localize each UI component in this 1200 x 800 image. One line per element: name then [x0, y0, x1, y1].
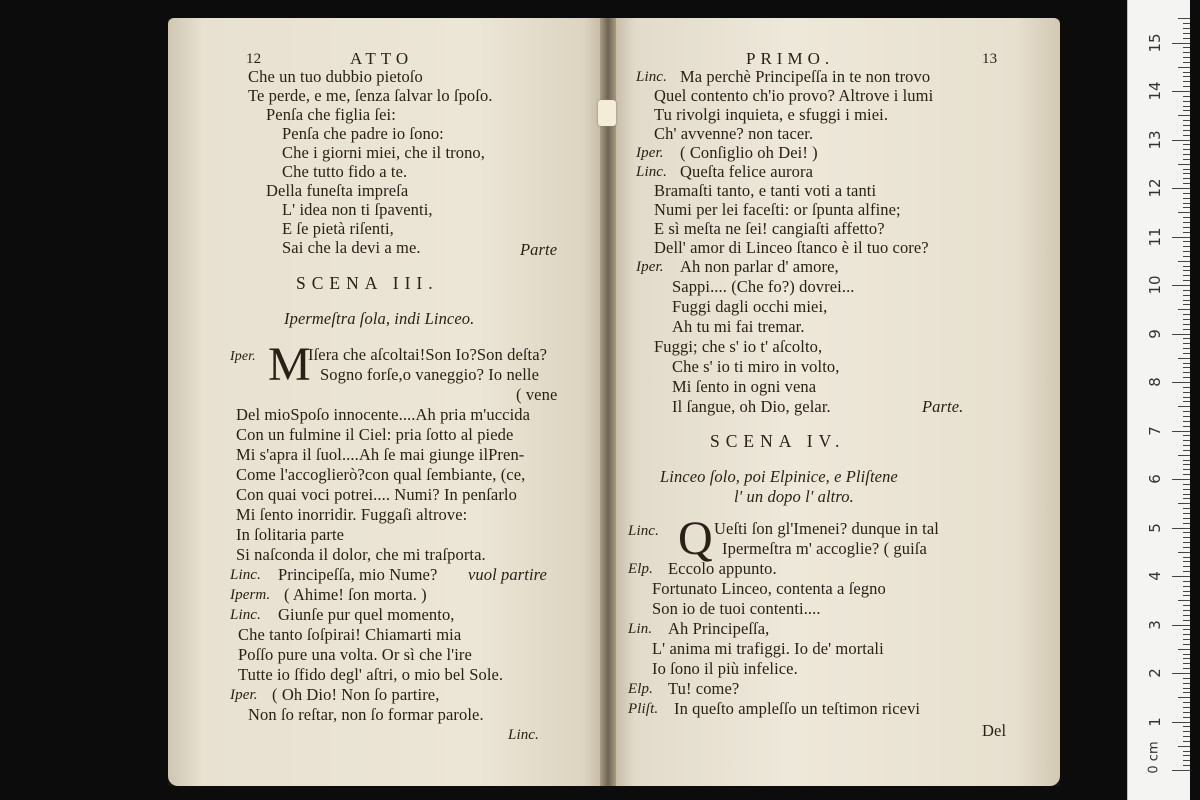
- drop-cap: Q: [678, 512, 713, 565]
- ruler-tick: [1183, 450, 1190, 451]
- scene-subtitle: Ipermeſtra ſola, indi Linceo.: [284, 309, 475, 328]
- ruler-tick: [1172, 770, 1190, 771]
- ruler-tick: [1183, 726, 1190, 727]
- ruler-tick: [1183, 173, 1190, 174]
- ruler-tick: [1183, 401, 1190, 402]
- ruler-tick: [1172, 140, 1190, 141]
- verse-line: Ipermeſtra m' accoglie? ( guiſa: [722, 539, 927, 558]
- ruler-tick: [1183, 149, 1190, 150]
- ruler-tick: [1178, 115, 1190, 116]
- verse-line: Penſa che padre io ſono:: [282, 124, 444, 143]
- verse-line: In ſolitaria parte: [236, 525, 345, 544]
- ruler-tick: [1183, 557, 1190, 558]
- ruler-tick: [1183, 702, 1190, 703]
- verse-line: Fuggi dagli occhi miei,: [672, 297, 828, 316]
- verse-line: Che tutto fido a te.: [282, 162, 408, 181]
- ruler-tick: [1183, 654, 1190, 655]
- ruler-tick: [1178, 503, 1190, 504]
- ruler-tick: [1183, 591, 1190, 592]
- verse-line: Sogno forſe,o vaneggio? Io nelle: [320, 365, 540, 384]
- ruler-tick: [1183, 251, 1190, 252]
- speaker-label: Elp.: [628, 561, 653, 577]
- verse-line: Son io de tuoi contenti....: [652, 599, 821, 618]
- speaker-label: Linc.: [230, 567, 261, 583]
- ruler-tick: [1183, 86, 1190, 87]
- ruler-tick: [1178, 164, 1190, 165]
- ruler-tick: [1183, 348, 1190, 349]
- left-page: [168, 18, 606, 786]
- ruler-tick: [1183, 445, 1190, 446]
- ruler-number: 9: [1146, 328, 1164, 339]
- speaker-label: Iperm.: [230, 587, 271, 603]
- book-gutter: [600, 18, 616, 786]
- ruler-tick: [1183, 314, 1190, 315]
- ruler-tick: [1183, 494, 1190, 495]
- ruler-tick: [1183, 343, 1190, 344]
- verse-line: Eccolo appunto.: [668, 559, 777, 578]
- ruler-tick: [1183, 751, 1190, 752]
- ruler-tick: [1183, 755, 1190, 756]
- ruler-tick: [1178, 261, 1190, 262]
- ruler-number: 7: [1146, 425, 1164, 436]
- verse-line: Con un fulmine il Ciel: pria ſotto al piede: [236, 425, 514, 444]
- running-head-right: PRIMO.: [746, 49, 835, 68]
- ruler-tick: [1183, 765, 1190, 766]
- ruler-tick: [1183, 464, 1190, 465]
- verse-line: Numi per lei faceſti: or ſpunta alfine;: [654, 200, 901, 219]
- ruler-tick: [1183, 741, 1190, 742]
- verse-line: Si naſconda il dolor, che mi traſporta.: [236, 545, 486, 564]
- ruler-tick: [1178, 309, 1190, 310]
- verse-line: E ſe pietà riſenti,: [282, 219, 394, 238]
- ruler-tick: [1178, 67, 1190, 68]
- ruler-tick: [1183, 678, 1190, 679]
- verse-line: L' idea non ti ſpaventi,: [282, 200, 433, 219]
- ruler-tick: [1183, 717, 1190, 718]
- ruler-number: 1: [1146, 716, 1164, 727]
- verse-line: Ah tu mi fai tremar.: [672, 317, 805, 336]
- scene-title: SCENA IV.: [710, 431, 846, 451]
- ruler-tick: [1183, 207, 1190, 208]
- verse-line: Del mioSpoſo innocente....Ah pria m'uccida: [236, 405, 531, 424]
- speaker-label: Linc.: [636, 69, 667, 85]
- ruler-tick: [1183, 692, 1190, 693]
- speaker-label: Lin.: [628, 621, 653, 637]
- ruler-tick: [1183, 416, 1190, 417]
- verse-line: Che un tuo dubbio pietoſo: [248, 67, 423, 86]
- verse-line: Della funeſta impreſa: [266, 181, 409, 200]
- ruler-tick: [1183, 363, 1190, 364]
- verse-line: Ch' avvenne? non tacer.: [654, 124, 814, 143]
- ruler-number: 10: [1146, 275, 1164, 295]
- ruler-tick: [1178, 406, 1190, 407]
- ruler-tick: [1183, 435, 1190, 436]
- measuring-ruler: [1127, 0, 1190, 800]
- ruler-tick: [1172, 576, 1190, 577]
- verse-line: Che s' io ti miro in volto,: [672, 357, 840, 376]
- ruler-tick: [1183, 246, 1190, 247]
- ruler-tick: [1172, 528, 1190, 529]
- verse-line: Il ſangue, oh Dio, gelar.: [672, 397, 831, 416]
- verse-line: Ma perchè Principeſſa in te non trovo: [680, 67, 931, 86]
- ruler-number: 11: [1146, 226, 1164, 247]
- verse-line: Ah non parlar d' amore,: [680, 257, 839, 276]
- ruler-tick: [1183, 135, 1190, 136]
- ruler-number: 4: [1146, 571, 1164, 581]
- ruler-tick: [1183, 644, 1190, 645]
- verse-line: Che i giorni miei, che il trono,: [282, 143, 485, 162]
- ruler-tick: [1172, 722, 1190, 723]
- verse-line: Tu! come?: [668, 679, 740, 698]
- ruler-tick: [1183, 33, 1190, 34]
- ruler-tick: [1183, 62, 1190, 63]
- ruler-tick: [1172, 625, 1190, 626]
- speaker-label: Iper.: [230, 349, 256, 364]
- binding-tab: [598, 100, 616, 126]
- ruler-tick: [1178, 697, 1190, 698]
- ruler-tick: [1183, 523, 1190, 524]
- speaker-label: Linc.: [230, 607, 261, 623]
- ruler-tick: [1183, 392, 1190, 393]
- ruler-tick: [1183, 47, 1190, 48]
- ruler-number: 2: [1146, 668, 1164, 678]
- ruler-tick: [1183, 561, 1190, 562]
- ruler-tick: [1183, 760, 1190, 761]
- speaker-label: Iper.: [636, 259, 664, 275]
- verse-line: Tu rivolgi inquieta, e sfuggi i miei.: [654, 105, 889, 124]
- ruler-tick: [1183, 110, 1190, 111]
- ruler-tick: [1183, 144, 1190, 145]
- verse-line: Te perde, e me, ſenza ſalvar lo ſpoſo.: [248, 86, 493, 105]
- ruler-tick: [1178, 746, 1190, 747]
- ruler-number: 3: [1146, 619, 1164, 630]
- ruler-tick: [1172, 188, 1190, 189]
- ruler-tick: [1183, 52, 1190, 53]
- ruler-tick: [1178, 18, 1190, 19]
- verse-line: In queſto ampleſſo un teſtimon ricevi: [674, 699, 921, 718]
- catchword: Linc.: [508, 727, 539, 743]
- verse-line: ( vene: [516, 385, 558, 404]
- ruler-tick: [1183, 304, 1190, 305]
- ruler-tick: [1183, 353, 1190, 354]
- verse-line: E sì meſta ne ſei! cangiaſti affetto?: [654, 219, 885, 238]
- verse-line: Dell' amor di Linceo ſtanco è il tuo core?: [654, 238, 929, 257]
- ruler-tick: [1183, 460, 1190, 461]
- ruler-tick: [1183, 183, 1190, 184]
- ruler-tick: [1172, 237, 1190, 238]
- verse-line: Queſta felice aurora: [680, 162, 814, 181]
- scene-subtitle: Linceo ſolo, poi Elpinice, e Pliſtene: [660, 467, 898, 486]
- ruler-tick: [1178, 649, 1190, 650]
- ruler-tick: [1183, 367, 1190, 368]
- ruler-tick: [1183, 295, 1190, 296]
- verse-line: Fortunato Linceo, contenta a ſegno: [652, 579, 886, 598]
- ruler-number: 13: [1146, 129, 1164, 150]
- exit-marker: Parte.: [922, 397, 964, 416]
- page-number-right: 13: [982, 51, 998, 67]
- open-book: [168, 18, 1060, 786]
- verse-line: Sappi.... (Che fo?) dovrei...: [672, 277, 855, 296]
- ruler-tick: [1183, 280, 1190, 281]
- ruler-number: 14: [1146, 81, 1164, 101]
- ruler-tick: [1183, 106, 1190, 107]
- ruler-tick: [1183, 498, 1190, 499]
- verse-line: Iſera che aſcoltai!Son Io?Son deſta?: [308, 345, 548, 364]
- ruler-tick: [1183, 508, 1190, 509]
- speaker-label: Linc.: [636, 164, 667, 180]
- ruler-tick: [1183, 615, 1190, 616]
- ruler-tick: [1183, 120, 1190, 121]
- ruler-tick: [1183, 639, 1190, 640]
- verse-line: Mi ſento in ogni vena: [672, 377, 817, 396]
- ruler-tick: [1183, 227, 1190, 228]
- ruler-tick: [1183, 57, 1190, 58]
- ruler-tick: [1178, 212, 1190, 213]
- verse-line: Bramaſti tanto, e tanti voti a tanti: [654, 181, 877, 200]
- ruler-tick: [1183, 76, 1190, 77]
- ruler-tick: [1172, 285, 1190, 286]
- ruler-tick: [1183, 372, 1190, 373]
- verse-line: ( Conſiglio oh Dei! ): [680, 143, 818, 162]
- ruler-number: 8: [1146, 377, 1164, 387]
- verse-line: Principeſſa, mio Nume?: [278, 565, 438, 584]
- ruler-tick: [1183, 411, 1190, 412]
- ruler-tick: [1183, 566, 1190, 567]
- ruler-tick: [1183, 484, 1190, 485]
- speaker-label: Pliſt.: [628, 701, 659, 717]
- ruler-tick: [1183, 387, 1190, 388]
- ruler-tick: [1183, 72, 1190, 73]
- ruler-tick: [1183, 688, 1190, 689]
- ruler-tick: [1172, 431, 1190, 432]
- ruler-tick: [1183, 707, 1190, 708]
- ruler-tick: [1183, 300, 1190, 301]
- running-head-left: ATTO: [350, 49, 414, 68]
- verse-line: Giunſe pur quel momento,: [278, 605, 455, 624]
- ruler-tick: [1183, 421, 1190, 422]
- ruler-tick: [1183, 542, 1190, 543]
- ruler-tick: [1172, 479, 1190, 480]
- ruler-number: 6: [1146, 474, 1164, 484]
- verse-line: Tutte io ſfido degl' aſtri, o mio bel Sole.: [238, 665, 504, 684]
- ruler-tick: [1183, 324, 1190, 325]
- ruler-tick: [1183, 338, 1190, 339]
- speaker-label: Linc.: [628, 523, 659, 539]
- ruler-tick: [1172, 673, 1190, 674]
- verse-line: ( Oh Dio! Non ſo partire,: [272, 685, 440, 704]
- ruler-tick: [1183, 532, 1190, 533]
- verse-line: Penſa che figlia ſei:: [266, 105, 396, 124]
- page-number-left: 12: [246, 51, 262, 67]
- ruler-tick: [1183, 275, 1190, 276]
- ruler-tick: [1183, 96, 1190, 97]
- ruler-tick: [1183, 232, 1190, 233]
- ruler-tick: [1183, 178, 1190, 179]
- ruler-tick: [1183, 217, 1190, 218]
- ruler-tick: [1183, 489, 1190, 490]
- ruler-tick: [1178, 552, 1190, 553]
- ruler-tick: [1183, 319, 1190, 320]
- ruler-tick: [1183, 518, 1190, 519]
- ruler-tick: [1183, 198, 1190, 199]
- ruler-tick: [1183, 571, 1190, 572]
- ruler-tick: [1172, 382, 1190, 383]
- verse-line: Non ſo reſtar, non ſo formar parole.: [248, 705, 484, 724]
- ruler-tick: [1183, 377, 1190, 378]
- ruler-tick: [1183, 159, 1190, 160]
- verse-line: Poſſo pure una volta. Or sì che l'ire: [238, 645, 472, 664]
- ruler-tick: [1172, 43, 1190, 44]
- ruler-tick: [1183, 28, 1190, 29]
- drop-cap: M: [268, 338, 311, 391]
- ruler-tick: [1183, 474, 1190, 475]
- ruler-tick: [1183, 203, 1190, 204]
- ruler-tick: [1183, 581, 1190, 582]
- ruler-number: 15: [1146, 32, 1164, 53]
- ruler-tick: [1183, 712, 1190, 713]
- ruler-tick: [1183, 610, 1190, 611]
- ruler-tick: [1183, 595, 1190, 596]
- speaker-label: Iper.: [636, 145, 664, 161]
- ruler-tick: [1183, 629, 1190, 630]
- ruler-tick: [1183, 668, 1190, 669]
- verse-line: Come l'accoglierò?con qual ſembiante, (ce,: [236, 465, 526, 484]
- ruler-tick: [1183, 38, 1190, 39]
- verse-line: L' anima mi trafiggi. Io de' mortali: [652, 639, 884, 658]
- right-page: [608, 18, 1060, 786]
- ruler-tick: [1183, 329, 1190, 330]
- ruler-tick: [1183, 513, 1190, 514]
- ruler-tick: [1183, 193, 1190, 194]
- ruler-tick: [1183, 426, 1190, 427]
- ruler-tick: [1183, 663, 1190, 664]
- speaker-label: Elp.: [628, 681, 653, 697]
- verse-line: Con quai voci potrei.... Numi? In penſarlo: [236, 485, 517, 504]
- ruler-tick: [1183, 256, 1190, 257]
- ruler-tick: [1183, 605, 1190, 606]
- ruler-tick: [1183, 130, 1190, 131]
- ruler-tick: [1183, 23, 1190, 24]
- ruler-tick: [1178, 358, 1190, 359]
- ruler-tick: [1183, 81, 1190, 82]
- ruler-tick: [1183, 547, 1190, 548]
- ruler-tick: [1183, 683, 1190, 684]
- ruler-tick: [1172, 334, 1190, 335]
- verse-line: Io ſono il più infelice.: [652, 659, 798, 678]
- verse-line: ( Ahime! ſon morta. ): [284, 585, 427, 604]
- ruler-tick: [1183, 270, 1190, 271]
- ruler-tick: [1183, 469, 1190, 470]
- stage-direction: vuol partire: [468, 565, 547, 584]
- verse-line: Quel contento ch'io provo? Altrove i lumi: [654, 86, 934, 105]
- ruler-tick: [1178, 455, 1190, 456]
- ruler-tick: [1183, 169, 1190, 170]
- ruler-tick: [1183, 290, 1190, 291]
- catchword: Del: [982, 721, 1007, 740]
- ruler-tick: [1183, 241, 1190, 242]
- ruler-tick: [1183, 537, 1190, 538]
- ruler-tick: [1183, 736, 1190, 737]
- verse-line: Ah Principeſſa,: [668, 619, 770, 638]
- verse-line: Mi s'apra il ſuol....Ah ſe mai giunge ilPren-: [236, 445, 525, 464]
- verse-line: Ueſti ſon gl'Imenei? dunque in tal: [714, 519, 939, 538]
- verse-line: Mi ſento inorridir. Fuggaſi altrove:: [236, 505, 468, 524]
- ruler-tick: [1183, 222, 1190, 223]
- ruler-tick: [1183, 101, 1190, 102]
- ruler-tick: [1183, 658, 1190, 659]
- ruler-tick: [1183, 634, 1190, 635]
- ruler-number: 12: [1146, 178, 1164, 198]
- ruler-tick: [1183, 586, 1190, 587]
- exit-marker: Parte: [520, 240, 558, 259]
- scene-subtitle: l' un dopo l' altro.: [734, 487, 854, 506]
- ruler-tick: [1183, 397, 1190, 398]
- speaker-label: Iper.: [230, 687, 258, 703]
- ruler-unit: 0 cm: [1146, 741, 1162, 774]
- ruler-number: 5: [1146, 522, 1164, 533]
- ruler-tick: [1183, 125, 1190, 126]
- verse-line: Sai che la devi a me.: [282, 238, 421, 257]
- scene-title: SCENA III.: [296, 273, 439, 293]
- ruler-tick: [1178, 600, 1190, 601]
- ruler-tick: [1183, 440, 1190, 441]
- ruler-tick: [1183, 154, 1190, 155]
- verse-line: Fuggi; che s' io t' aſcolto,: [654, 337, 823, 356]
- ruler-tick: [1172, 91, 1190, 92]
- ruler-tick: [1183, 620, 1190, 621]
- verse-line: Che tanto ſoſpirai! Chiamarti mia: [238, 625, 462, 644]
- ruler-tick: [1183, 266, 1190, 267]
- ruler-tick: [1183, 731, 1190, 732]
